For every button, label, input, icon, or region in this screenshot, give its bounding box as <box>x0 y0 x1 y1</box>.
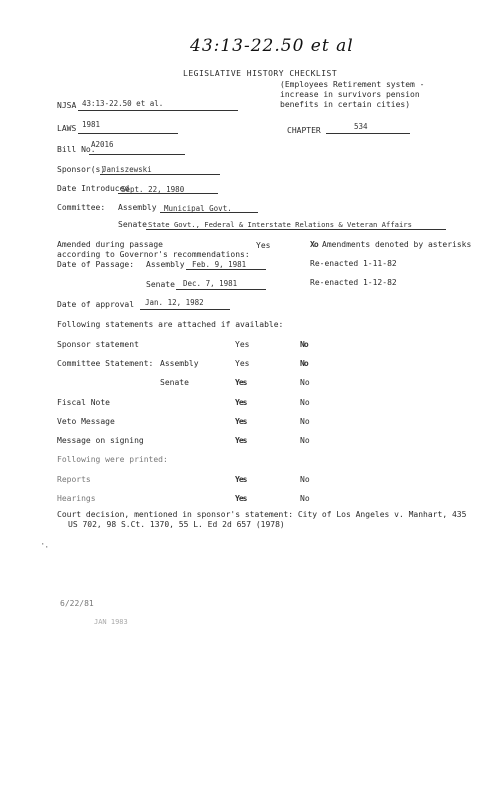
veto-message-yes-struck: Yes <box>235 417 247 426</box>
message-signing-label: Message on signing <box>57 436 144 445</box>
statements-heading: Following statements are attached if available: <box>57 320 284 329</box>
passage-assembly-value: Feb. 9, 1981 <box>192 260 247 269</box>
page-title: LEGISLATIVE HISTORY CHECKLIST <box>183 69 338 78</box>
laws-label: LAWS <box>57 124 77 133</box>
committee-assembly-yes: Yes <box>235 359 250 368</box>
reports-yes-struck: Yes <box>235 475 247 484</box>
date-introduced-label: Date Introduced <box>57 184 130 193</box>
scan-mark: · <box>44 543 50 553</box>
committee-assembly-label: Assembly <box>118 203 157 212</box>
fiscal-note-yes-struck: Yes <box>235 398 247 407</box>
laws-value: 1981 <box>82 120 101 129</box>
approval-value: Jan. 12, 1982 <box>145 298 204 307</box>
sponsor-statement-label: Sponsor statement <box>57 340 139 349</box>
court-decision-line1: Court decision, mentioned in sponsor's statement: City of Los Angeles v. Manhart, 435 <box>57 510 467 519</box>
reenacted-1: Re-enacted 1-11-82 <box>310 259 397 268</box>
njsa-label: NJSA <box>57 101 77 110</box>
committee-senate-label: Senate <box>118 220 147 229</box>
amended-no-struck: Xo <box>310 240 318 249</box>
chapter-label: CHAPTER <box>287 126 321 135</box>
passage-assembly-label: Assembly <box>146 260 185 269</box>
njsa-value: 43:13-22.50 et al. <box>82 99 164 108</box>
committee-statement-label: Committee Statement: <box>57 359 154 368</box>
scan-mark: · <box>40 540 46 550</box>
reports-label: Reports <box>57 475 91 484</box>
footer-date: 6/22/81 <box>60 599 94 608</box>
reenacted-2: Re-enacted 1-12-82 <box>310 278 397 287</box>
message-signing-yes-struck: Yes <box>235 436 247 445</box>
date-introduced-value: Sept. 22, 1980 <box>121 185 185 194</box>
bill-value: A2016 <box>91 140 114 149</box>
handwritten-reference: 43:13-22.50 et al <box>190 36 354 56</box>
sponsor-statement-no-struck: No <box>300 340 308 349</box>
chapter-value: 534 <box>354 122 368 131</box>
committee-senate-yes-struck: Yes <box>235 378 247 387</box>
amended-note: Amendments denoted by asterisks <box>322 240 472 249</box>
committee-statement-senate: Senate <box>160 378 189 387</box>
committee-label: Committee: <box>57 203 106 212</box>
date-passage-label: Date of Passage: <box>57 260 135 269</box>
committee-senate-no: No <box>300 378 310 387</box>
passage-senate-label: Senate <box>146 280 175 289</box>
hearings-yes-struck: Yes <box>235 494 247 503</box>
approval-label: Date of approval <box>57 300 135 309</box>
reports-no: No <box>300 475 310 484</box>
veto-message-label: Veto Message <box>57 417 115 426</box>
sponsor-value: Janiszewski <box>102 165 152 174</box>
footer-stamp: JAN 1983 <box>94 618 128 626</box>
message-signing-no: No <box>300 436 310 445</box>
bill-label: Bill No. <box>57 145 96 154</box>
hearings-no: No <box>300 494 310 503</box>
hearings-label: Hearings <box>57 494 96 503</box>
amended-yes: Yes <box>256 241 271 250</box>
committee-assembly-no-struck: No <box>300 359 308 368</box>
fiscal-note-no: No <box>300 398 310 407</box>
committee-senate-value: State Govt., Federal & Interstate Relations & Veteran Affairs <box>148 220 412 229</box>
sponsor-label: Sponsor(s) <box>57 165 106 174</box>
bill-description: (Employees Retirement system - increase in survivors pension benefits in certain cities) <box>280 80 425 109</box>
fiscal-note-label: Fiscal Note <box>57 398 110 407</box>
passage-senate-value: Dec. 7, 1981 <box>183 279 238 288</box>
sponsor-statement-yes: Yes <box>235 340 250 349</box>
committee-assembly-value: Municipal Govt. <box>164 204 232 213</box>
amended-label: Amended during passage <box>57 240 163 249</box>
committee-statement-assembly: Assembly <box>160 359 199 368</box>
veto-message-no: No <box>300 417 310 426</box>
printed-heading: Following were printed: <box>57 455 168 464</box>
governor-label: according to Governor's recommendations: <box>57 250 250 259</box>
court-decision-line2: US 702, 98 S.Ct. 1370, 55 L. Ed 2d 657 (1978) <box>68 520 285 529</box>
